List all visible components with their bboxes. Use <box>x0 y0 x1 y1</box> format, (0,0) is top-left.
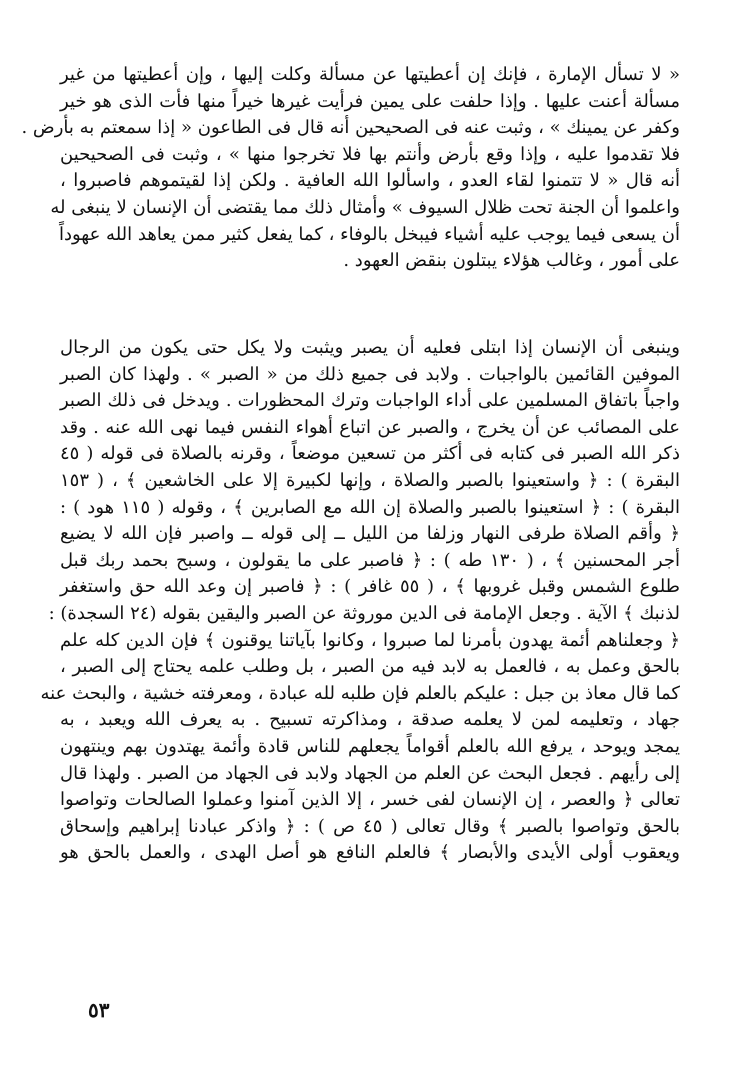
text-line: بالحق وتواصوا بالصبر ﴾ وقال تعالى ( ٤٥ ص ) : ﴿ واذكر عبادنا إبراهيم وإسحاق <box>60 815 680 837</box>
text-line: ﴿ وأقم الصلاة طرفى النهار وزلفا من الليل ــ إلى قوله ــ واصبر فإن الله لا يضيع <box>60 523 680 545</box>
text-line: أنه قال « لا تتمنوا لقاء العدو ، واسألوا الله العافية . ولكن إذا لقيتموهم فاصبروا ، <box>60 170 680 192</box>
text-line: جهاد ، وتعليمه لمن لا يعلمه صدقة ، ومذاكرته تسبيح . به يعرف الله ويعبد ، به <box>60 709 680 731</box>
text-line: البقرة ) : ﴿ واستعينوا بالصبر والصلاة ، وإنها لكبيرة إلا على الخاشعين ﴾ ، ( ١٥٣ <box>60 469 680 491</box>
text-line: ﴿ وجعلناهم أئمة يهدون بأمرنا لما صبروا ، وكانوا بآياتنا يوقنون ﴾ فإن الدين كله علم <box>60 629 680 651</box>
paragraph-2 <box>40 335 680 867</box>
text-line: طلوع الشمس وقبل غروبها ﴾ ، ( ٥٥ غافر ) : ﴿ فاصبر إن وعد الله حق واستغفر <box>60 576 680 598</box>
text-line: يمجد ويوحد ، يرفع الله بالعلم أقواماً يجعلهم للناس قادة وأئمة يهتدون بهم وينتهون <box>60 735 680 757</box>
text-line: ويعقوب أولى الأيدى والأبصار ﴾ فالعلم النافع هو أصل الهدى ، والعمل بالحق هو <box>60 842 680 864</box>
text-line: الموفين القائمين بالواجبات . ولابد فى جميع ذلك من « الصبر » . ولهذا كان الصبر <box>60 363 680 385</box>
text-line: أن يسعى فيما يوجب عليه أشياء فيبخل بالوفاء ، كما يفعل كثير ممن يعاهد الله عهوداً <box>58 223 680 245</box>
text-line: تعالى ﴿ والعصر ، إن الإنسان لفى خسر ، إلا الذين آمنوا وعملوا الصالحات وتواصوا <box>60 789 680 811</box>
text-line: أجر المحسنين ﴾ ، ( ١٣٠ طه ) : ﴿ فاصبر على ما يقولون ، وسبح بحمد ربك قبل <box>60 549 680 571</box>
text-line: مسألة أعنت عليها . وإذا حلفت على يمين فرأيت غيرها خيراً منها فأت الذى هو خير <box>60 90 680 112</box>
text-line: ذكر الله الصبر فى كتابه فى أكثر من تسعين موضعاً ، وقرنه بالصلاة فى قوله ( ٤٥ <box>60 443 680 465</box>
text-line: إلى رأيهم . فجعل البحث عن العلم من الجهاد ولابد فى الجهاد من الصبر . ولهذا قال <box>60 762 680 784</box>
text-line: فلا تقدموا عليه ، وإذا وقع بأرض وأنتم بها فلا تخرجوا منها » ، وثبت فى الصحيحين <box>60 143 680 165</box>
text-line: وكفر عن يمينك » ، وثبت عنه فى الصحيحين أنه قال فى الطاعون « إذا سمعتم به بأرض . <box>21 117 680 139</box>
text-line: واعلموا أن الجنة تحت ظلال السيوف » وأمثال ذلك مما يقتضى أن الإنسان لا ينبغى له <box>50 196 680 218</box>
text-line: واجباً باتفاق المسلمين على أداء الواجبات وترك المحظورات . ويدخل فى ذلك الصبر <box>60 390 680 412</box>
text-line: على المصائب عن أن يخرج ، والصبر عن اتباع أهواء النفس فيما نهى الله عنه . وقد <box>60 416 680 438</box>
text-line: بالحق وعمل به ، فالعمل به لابد فيه من الصبر ، بل وطلب علمه يحتاج إلى الصبر ، <box>60 656 680 678</box>
text-line: على أمور ، وغالب هؤلاء يبتلون بنقض العهود . <box>343 250 680 272</box>
page-number: ٥٣ <box>88 998 110 1022</box>
text-line: لذنبك ﴾ الآية . وجعل الإمامة فى الدين موروثة عن الصبر واليقين بقوله (٢٤ السجدة) : <box>48 602 680 624</box>
text-line: كما قال معاذ بن جبل : عليكم بالعلم فإن طلبه لله عبادة ، ومعرفته خشية ، والبحث عنه <box>40 682 680 704</box>
paragraph-1 <box>21 62 680 275</box>
text-line: « لا تسأل الإمارة ، فإنك إن أعطيتها عن مسألة وكلت إليها ، وإن أعطيتها من غير <box>60 64 680 85</box>
text-line: البقرة ) : ﴿ استعينوا بالصبر والصلاة إن الله مع الصابرين ﴾ ، وقوله ( ١١٥ هود ) : <box>60 496 680 518</box>
text-line: وينبغى أن الإنسان إذا ابتلى فعليه أن يصبر ويثبت ولا يكل حتى يكون من الرجال <box>60 337 680 358</box>
